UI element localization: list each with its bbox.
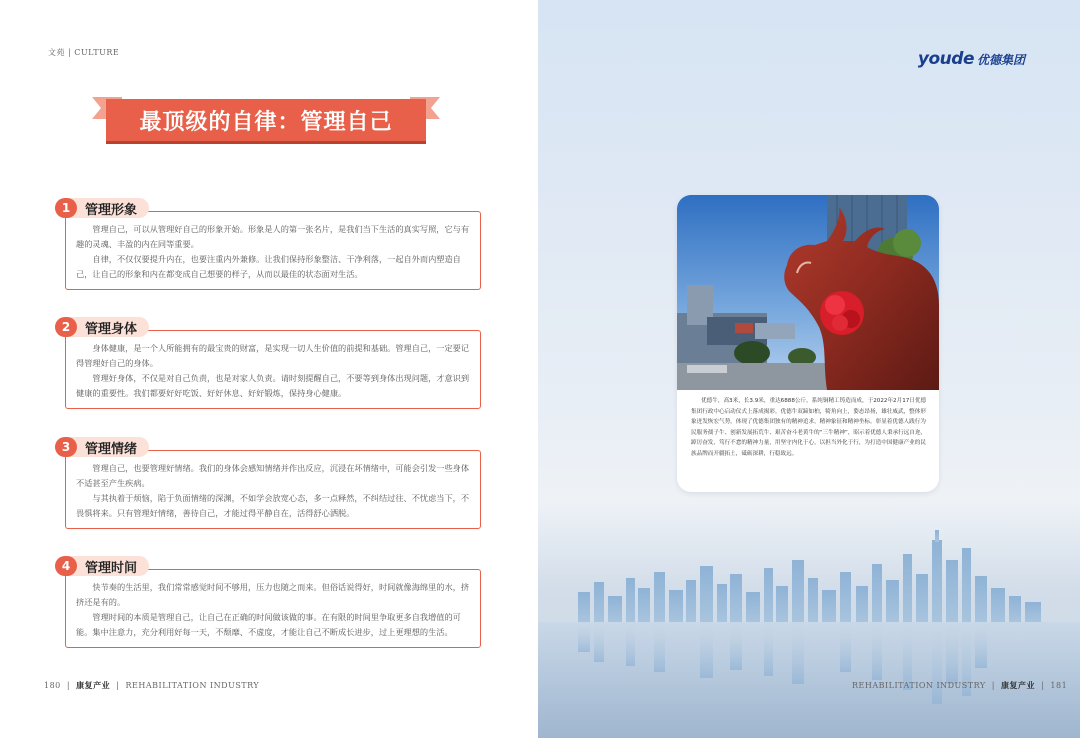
ribbon-main: [106, 99, 426, 141]
section-heading: [55, 437, 149, 457]
logo-cn: 优德集团: [976, 52, 1025, 67]
city-skyline-image: [538, 530, 1080, 738]
section-body: [65, 211, 481, 290]
section-label: 文苑 | CULTURE: [48, 48, 120, 57]
magazine-name: 康复产业: [1001, 680, 1036, 690]
page-number: 181: [1050, 681, 1068, 690]
footer-left: [44, 680, 259, 691]
footer-right: [852, 680, 1067, 691]
section-number: 1: [55, 198, 77, 218]
left-page: [0, 0, 538, 738]
section-item-3: [55, 437, 481, 529]
section-heading: [55, 556, 149, 576]
section-number: 2: [55, 317, 77, 337]
paragraph: 管理自己，也要管理好情绪。我们的身体会感知情绪并作出反应，沉浸在坏情绪中，可能会引发一些身体不适甚至产生疾病。: [76, 463, 470, 488]
brand-logo: [918, 49, 1025, 69]
logo-text: youde: [917, 49, 974, 69]
magazine-name-en: REHABILITATION INDUSTRY: [852, 681, 986, 690]
footer-divider: |: [988, 681, 998, 690]
page-title: 最顶级的自律：管理自己: [139, 108, 393, 135]
section-body: [65, 330, 481, 409]
page-number: 180: [44, 681, 61, 690]
section-item-4: [55, 556, 481, 648]
paragraph: 身体健康，是一个人所能拥有的最宝贵的财富，是实现一切人生价值的前提和基础。管理自己，一定要记得管理好自己的身体。: [76, 343, 470, 368]
footer-divider: |: [113, 681, 123, 690]
section-heading: [55, 198, 149, 218]
paragraph: 管理好身体，不仅是对自己负责，也是对家人负责。请时刻提醒自己，不要等到身体出现问题，才意识到健康的重要性。我们都要好好吃饭、好好休息、好好锻炼，保持身心健康。: [76, 373, 470, 398]
paragraph: 与其执着于烦恼，陷于负面情绪的深渊，不如学会放宽心态，多一点释然，不纠结过往、不忧虑当下，不畏惧将来。只有管理好情绪，善待自己，才能过得平静自在，活得舒心洒脱。: [76, 493, 470, 518]
section-body: [65, 569, 481, 648]
paragraph: 快节奏的生活里，我们常常感觉时间不够用，压力也随之而来。但俗话说得好，时间就像海绵里的水，挤挤还是有的。: [76, 582, 470, 607]
logo-mark: [918, 49, 974, 69]
section-heading-text: 管理身体: [85, 321, 138, 337]
magazine-name: 康复产业: [76, 680, 111, 690]
section-heading-text: 管理形象: [85, 202, 138, 218]
section-body: [65, 450, 481, 529]
section-heading-text: 管理时间: [85, 560, 138, 576]
section-item-2: [55, 317, 481, 409]
section-heading: [55, 317, 149, 337]
title-banner: [92, 95, 440, 147]
magazine-name-en: REHABILITATION INDUSTRY: [125, 681, 260, 690]
section-item-1: [55, 198, 481, 290]
paragraph: 自律，不仅仅要提升内在，也要注重内外兼修。让我们保持形象整洁、干净利落，一起自外而内塑造自己，让自己的形象和内在都变成自己想要的样子，从而以最佳的状态面对生活。: [76, 254, 461, 279]
section-heading-text: 管理情绪: [85, 441, 138, 457]
section-number: 3: [55, 437, 77, 457]
paragraph: 管理时间的本质是管理自己，让自己在正确的时间做该做的事。在有限的时间里争取更多自我增值的可能。集中注意力，充分利用好每一天，不颓靡、不虚度，才能让自己不断成长进步，过上更理想的生活。: [76, 612, 461, 637]
photo-card: [677, 195, 939, 492]
section-number: 4: [55, 556, 77, 576]
footer-divider: |: [63, 681, 74, 690]
photo-caption: 优德牛，高3米，长3.9米，重达6888公斤，系纯铜精工铸造而成，于2022年2月17日优德集团行政中心启动仪式上落成揭彩。优德牛双蹄如柏，犄角向上，姿态昂扬，雄壮威武，整体形象迸发恢宏气势，体现了优德集团独有的精神追求，精神象征和精神坐标。彰显着优德人践行为民服务孺子牛、创新发展拓荒牛、艰苦奋斗老黄牛的“三牛精神”，昭示着优德人秉承行远自迩，踔厉奋发，笃行不怠的精神力量，用坚守内化于心，以担当外化于行，为打造中国健康产业的民族品牌而开疆拓土，砥砺深耕，行稳致远。: [691, 398, 927, 457]
footer-divider: |: [1038, 681, 1048, 690]
bull-statue-photo: [677, 195, 939, 390]
paragraph: 管理自己，可以从管理好自己的形象开始。形象是人的第一张名片，是我们当下生活的真实写照，它与有趣的灵魂、丰盈的内在同等重要。: [76, 224, 470, 249]
